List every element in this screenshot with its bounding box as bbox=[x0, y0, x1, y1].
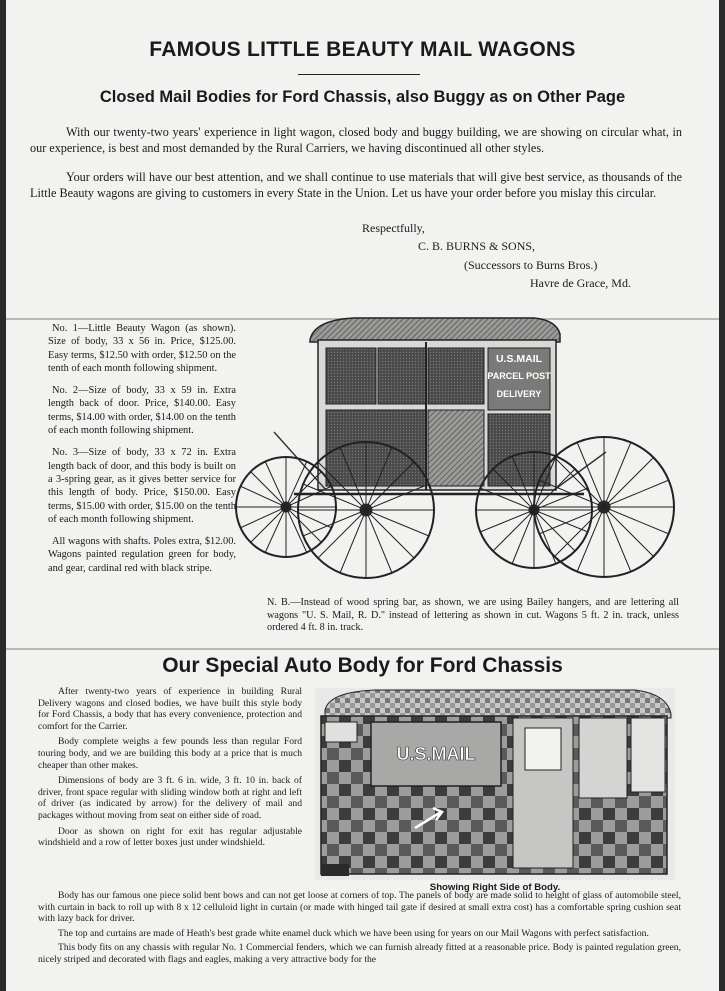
wagon-sign-line: DELIVERY bbox=[496, 389, 542, 399]
wagon-price-list bbox=[48, 322, 236, 584]
wagon-sign-line: U.S.MAIL bbox=[495, 353, 543, 365]
auto-body-paragraph: Door as shown on right for exit has regular adjustable windshield and a row of letter boxes just under windshield. bbox=[38, 825, 302, 849]
wagon-note: N. B.—Instead of wood spring bar, as shown, we are using Bailey hangers, and are lettering all wagons "U. S. Mail, R. D." instead of lettering as shown in cut. Wagons 5 ft. 2 in. track, unless ordered 4 ft. 8 in. track. bbox=[267, 597, 679, 634]
page-subtitle: Closed Mail Bodies for Ford Chassis, also Buggy as on Other Page bbox=[99, 88, 626, 106]
wagon-item: No. 3—Size of body, 33 x 72 in. Extra length back of door, and this body is built on a 3-spring gear, as it gives better service for this length of body. Price, $150.00. Easy terms, $15.00 with order, $15.00 on the tenth of each month following shipment. bbox=[48, 447, 236, 525]
wagon-item: No. 1—Little Beauty Wagon (as shown). Size of body, 33 x 56 in. Price, $125.00. Easy terms, $12.50 with order, $12.50 on the tenth of each month following shipment. bbox=[48, 323, 236, 374]
auto-body-paragraph: The top and curtains are made of Heath's best grade white enamel duck which we have been using for years on our Mail Wagons with perfect satisfaction. bbox=[58, 927, 649, 939]
auto-body-heading: Our Special Auto Body for Ford Chassis bbox=[162, 654, 563, 677]
mail-wagon-illustration bbox=[234, 312, 680, 590]
wagon-wheel bbox=[236, 457, 336, 557]
auto-body-sign: U.S.MAIL bbox=[396, 744, 476, 764]
auto-body-description bbox=[38, 686, 302, 853]
title-divider bbox=[298, 74, 420, 75]
signature-closing: Respectfully, bbox=[362, 221, 425, 235]
page-title: FAMOUS LITTLE BEAUTY MAIL WAGONS bbox=[149, 38, 576, 61]
signature-successor: (Successors to Burns Bros.) bbox=[464, 258, 598, 272]
wagon-wheel bbox=[298, 442, 434, 578]
fold-line bbox=[6, 648, 719, 650]
page-edge-right bbox=[719, 0, 725, 991]
auto-body-paragraph: Body has our famous one piece solid bent bows and can not get loose at corners of top. The panels of body are made solid to height of glass of automobile steel, with curtain in back to roll up with 8 x 12 celluloid light in curtain (or made with hinged tail gate if desired at small extra cost) has a comfortable spring cushion seat with lazy back for driver. bbox=[38, 890, 681, 925]
auto-body-photo bbox=[315, 688, 675, 880]
auto-body-paragraph: Dimensions of body are 3 ft. 6 in. wide, 3 ft. 10 in. back of driver, front space regular with sliding window both at right and left of driver (as indicated by arrow) for the delivery of mail and packages without moving from seat on either side of road. bbox=[38, 775, 302, 821]
signature-company: C. B. BURNS & SONS, bbox=[418, 239, 536, 253]
auto-body-paragraph: This body fits on any chassis with regular No. 1 Commercial fenders, which we can furnish already fitted at a reasonable price. Body is painted regulation green, nicely striped and decorated with flags and eagles, making a very attractive body for the bbox=[38, 942, 681, 965]
intro-paragraph: With our twenty-two years' experience in light wagon, closed body and buggy building, we are showing on circular what, in our experience, is best and most demanded by the Rural Carriers, we having discontinued all other styles. bbox=[30, 125, 682, 155]
wagon-item: All wagons with shafts. Poles extra, $12.00. Wagons painted regulation green for body, and gear, cardinal red with black stripe. bbox=[48, 536, 236, 574]
auto-body-photo-caption: Showing Right Side of Body. bbox=[429, 882, 561, 893]
auto-body-paragraph: Body complete weighs a few pounds less than regular Ford touring body, and we are building this body at a price that is much cheaper than other makes. bbox=[38, 736, 302, 771]
signature-location: Havre de Grace, Md. bbox=[530, 276, 631, 290]
wagon-sign-line: PARCEL POST bbox=[487, 371, 551, 381]
intro-paragraph: Your orders will have our best attention, and we shall continue to use materials that will give best service, as thousands of the Little Beauty wagons are giving to customers in every State in the Union. Let us have your order before you mislay this circular. bbox=[30, 170, 682, 200]
wagon-item: No. 2—Size of body, 33 x 59 in. Extra length back of door. Price, $140.00. Easy terms, $14.00 with order, $14.00 on the tenth of each month following shipment. bbox=[48, 385, 236, 437]
page-edge-left bbox=[0, 0, 6, 991]
auto-body-details bbox=[38, 890, 681, 969]
auto-body-paragraph: After twenty-two years of experience in building Rural Delivery wagons and closed bodies, we have built this style body for Ford Chassis, a body that has every convenience, protection and comfort for the Carrier. bbox=[38, 686, 302, 732]
wagon-wheel bbox=[534, 437, 674, 577]
